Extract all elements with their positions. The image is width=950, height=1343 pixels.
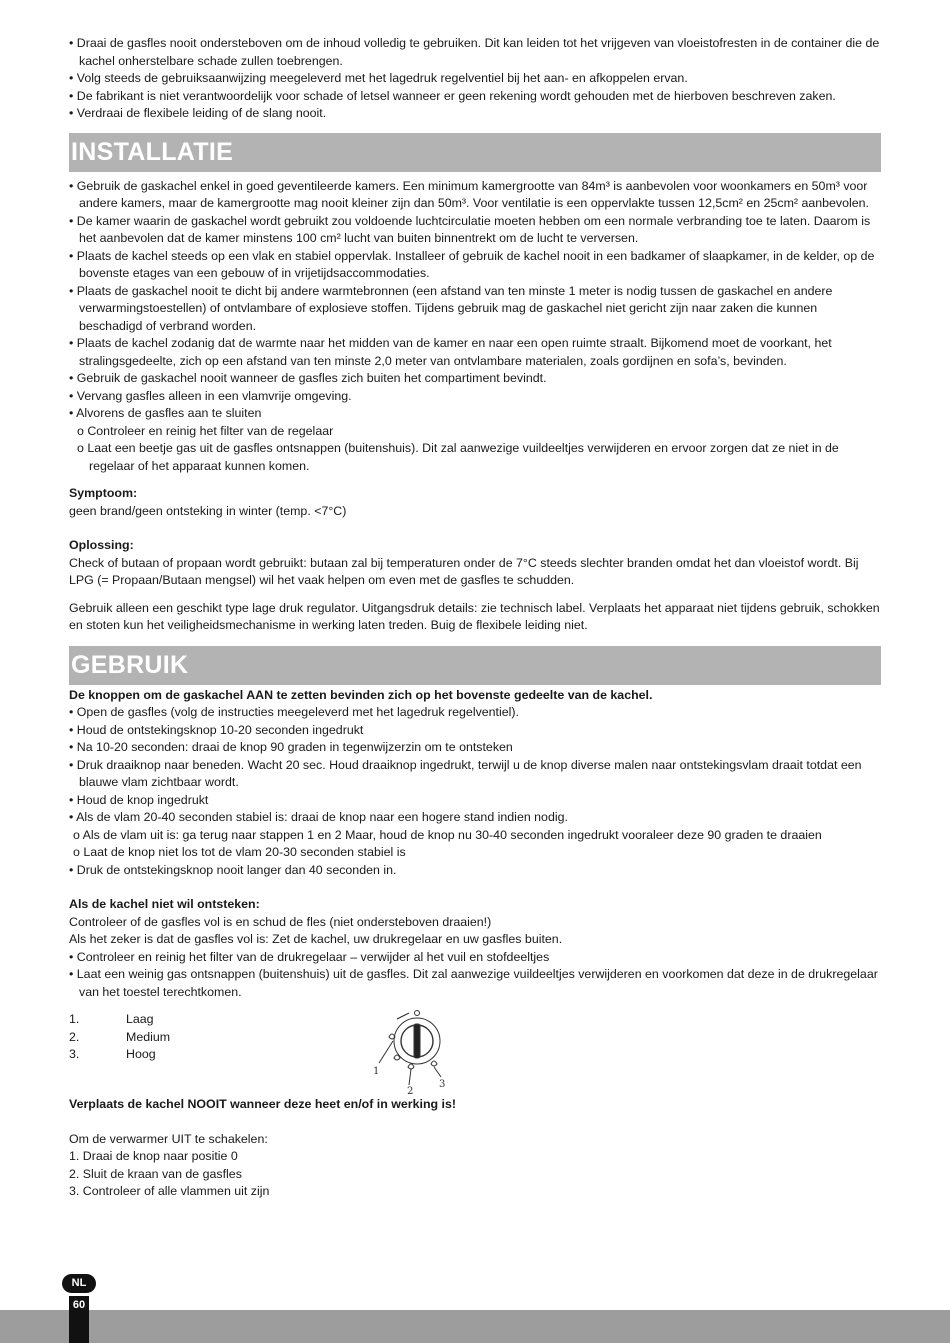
- level-row: [69, 1046, 881, 1064]
- list-item: • Controleer en reinig het filter van de drukregelaar – verwijder al het vuil en stofdeeltjes: [69, 949, 550, 964]
- level-row: [69, 1029, 881, 1047]
- spacer: [69, 590, 881, 600]
- level-label: Laag: [126, 1012, 154, 1026]
- list-item: • Open de gasfles (volg de instructies meegeleverd met het lagedruk regelventiel).: [69, 705, 519, 719]
- knob-label: 1: [373, 1066, 380, 1077]
- level-number: 1.: [69, 1012, 80, 1026]
- list-item: • Als de vlam 20-40 seconden stabiel is: draai de knop naar een hogere stand indien nodig.: [69, 810, 568, 824]
- list-item: • Vervang gasfles alleen in een vlamvrije omgeving.: [69, 388, 352, 403]
- list-item: • Houd de ontstekingsknop 10-20 seconden ingedrukt: [69, 722, 364, 737]
- warning-text: Verplaats de kachel NOOIT wanneer deze heet en/of in werking is!: [69, 1097, 456, 1111]
- list-item: • Alvorens de gasfles aan te sluiten: [69, 406, 262, 420]
- top-bullets: [69, 35, 881, 123]
- gebruik-intro: De knoppen om de gaskachel AAN te zetten bevinden zich op het bovenste gedeelte van de kachel.: [69, 687, 653, 702]
- footer-bar: [0, 1310, 950, 1343]
- page-content: [69, 35, 881, 1201]
- list-item: • Plaats de kachel zodanig dat de warmte naar het midden van de kamer en naar een open ruimte straalt. Bijkomend moet de voorkant, het stralingsgedeelte, zich op een afstand van ten minste 2,0 meter van ontvlambare materialen, zoals gordijnen en sofa’s, bevinden.: [69, 336, 832, 368]
- knob-diagram: [369, 1001, 459, 1101]
- sub-list-item: o Als de vlam uit is: ga terug naar stappen 1 en 2 Maar, houd de knop nu 30-40 seconden ingedrukt vooraleer deze 90 graden te draaien: [73, 827, 822, 842]
- list-item: • Druk draaiknop naar beneden. Wacht 20 sec. Houd draaiknop ingedrukt, terwijl u de knop diverse malen naar ontstekingsvlam draait totdat een blauwe vlam zichtbaar wordt.: [69, 757, 862, 789]
- gebruik-bullets: [69, 704, 881, 879]
- pointer-line: [434, 1067, 441, 1077]
- list-item: • Volg steeds de gebruiksaanwijzing meegeleverd met het lagedruk regelventiel bij het aan- en afkoppelen ervan.: [69, 71, 688, 85]
- installatie-heading: INSTALLATIE: [69, 133, 881, 172]
- level-label: Hoog: [126, 1047, 156, 1061]
- list-item: • Druk de ontstekingsknop nooit langer dan 40 seconden in.: [69, 862, 397, 877]
- spacer: [69, 1086, 881, 1096]
- no-ignite-line: Controleer of de gasfles vol is en schud de fles (niet ondersteboven draaien!): [69, 914, 492, 929]
- off-step: 2. Sluit de kraan van de gasfles: [69, 1166, 242, 1181]
- off-step: 1. Draai de knop naar positie 0: [69, 1149, 238, 1163]
- list-item: • Laat een weinig gas ontsnappen (buitenshuis) uit de gasfles. Dit zal aanwezige vuildeeltjes verwijderen en voorkomen dat deze in de drukregelaar van het toestel terechtkomen.: [69, 967, 878, 999]
- levels-block: [69, 1011, 881, 1097]
- level-row: [69, 1011, 881, 1029]
- list-item: • Gebruik de gaskachel nooit wanneer de gasfles zich buiten het compartiment bevindt.: [69, 371, 547, 385]
- flame-marker: [394, 1055, 400, 1060]
- knob-grip: [414, 1024, 420, 1058]
- oplossing-text: Check of butaan of propaan wordt gebruikt: butaan zal bij temperaturen onder de 7°C steeds slechter branden omdat het dan vloeistof wordt. Bij LPG (= Propaan/Butaan mengsel) wil het vaak helpen om even met de gasfles te schudden.: [69, 555, 859, 587]
- list-item: • De kamer waarin de gaskachel wordt gebruikt zou voldoende luchtcirculatie moeten hebben om een normale verbranding toe te laten. Daarom is het aanbevolen dat de kamer minstens 100 cm² lucht van buiten binnentrekt om de lucht te verversen.: [69, 213, 871, 245]
- flame-marker: [408, 1064, 414, 1069]
- sub-list-item: o Controleer en reinig het filter van de regelaar: [77, 423, 334, 438]
- list-item: • Plaats de gaskachel nooit te dicht bij andere warmtebronnen (een afstand van ten minste 1 meter is nodig tussen de gaskachel en andere verwarmingstoestellen) of ontvlambare of explosieve stoffen. Tijdens gebruik mag de gaskachel niet gericht zijn naar zaken die kunnen beschadigd of verbrand worden.: [69, 283, 833, 333]
- list-item: • Plaats de kachel steeds op een vlak en stabiel oppervlak. Installeer of gebruik de kachel nooit in een badkamer of slaapkamer, in de kelder, op de bovenste etages van een gebouw of in vrijetijdsaccommodaties.: [69, 248, 875, 280]
- language-badge: NL: [62, 1274, 96, 1293]
- off-step: 3. Controleer of alle vlammen uit zijn: [69, 1184, 270, 1198]
- gebruik-heading: GEBRUIK: [69, 646, 881, 685]
- off-intro: Om de verwarmer UIT te schakelen:: [69, 1131, 268, 1146]
- spacer: [69, 475, 881, 485]
- pointer-line: [379, 1041, 393, 1063]
- flame-marker: [431, 1061, 437, 1066]
- sub-list-item: o Laat een beetje gas uit de gasfles ontsnappen (buitenshuis). Dit zal aanwezige vuildeeltjes verwijderen en ervoor zorgen dat ze niet in de regelaar of het apparaat kunnen komen.: [77, 441, 839, 473]
- no-ignite-label: Als de kachel niet wil ontsteken:: [69, 897, 260, 911]
- knob-label: 3: [439, 1079, 446, 1090]
- pointer-line: [397, 1013, 409, 1019]
- list-item: • Gebruik de gaskachel enkel in goed geventileerde kamers. Een minimum kamergrootte van 84m³ is aanbevolen voor woonkamers en 50m³ voor andere kamers, maar de kamergrootte mag nooit kleiner zijn dan 50m³. Voor ventilatie is een oppervlakte tussen 12,5cm² en 25cm² aanbevolen.: [69, 178, 869, 210]
- list-item: • Houd de knop ingedrukt: [69, 792, 209, 807]
- level-number: 3.: [69, 1047, 80, 1061]
- spacer: [69, 1001, 881, 1011]
- list-item: • De fabrikant is niet verantwoordelijk voor schade of letsel wanneer er geen rekening wordt gehouden met de hierboven beschreven zaken.: [69, 88, 836, 103]
- sub-list-item: o Laat de knop niet los tot de vlam 20-30 seconden stabiel is: [73, 845, 406, 859]
- list-item: • Verdraai de flexibele leiding of de slang nooit.: [69, 106, 327, 120]
- spacer: [69, 879, 881, 896]
- installatie-bullets: [69, 178, 881, 476]
- spacer: [69, 1114, 881, 1131]
- level-number: 2.: [69, 1029, 80, 1044]
- oplossing-label: Oplossing:: [69, 538, 134, 552]
- knob-label: 2: [407, 1086, 414, 1097]
- level-label: Medium: [126, 1029, 171, 1044]
- no-ignite-line: Als het zeker is dat de gasfles vol is: Zet de kachel, uw drukregelaar en uw gasfles buiten.: [69, 932, 563, 946]
- pointer-line: [409, 1069, 411, 1085]
- list-item: • Draai de gasfles nooit ondersteboven om de inhoud volledig te gebruiken. Dit kan leiden tot het vrijgeven van vloeistofresten in de container die de kachel onherstelbare schade zullen toebrengen.: [69, 36, 880, 68]
- spacer: [69, 520, 881, 537]
- list-item: • Na 10-20 seconden: draai de knop 90 graden in tegenwijzerzin om te ontsteken: [69, 740, 513, 754]
- symptoom-text: geen brand/geen ontsteking in winter (temp. <7°C): [69, 503, 347, 518]
- page-number: 60: [72, 1299, 86, 1311]
- knob-zero-mark: [415, 1011, 420, 1016]
- symptoom-label: Symptoom:: [69, 486, 138, 500]
- regulator-text: Gebruik alleen een geschikt type lage druk regulator. Uitgangsdruk details: zie technisch label. Verplaats het apparaat niet tijdens gebruik, schokken en stoten kun het veiligheidsmechanisme in werking laten treden. Buig de flexibele leiding niet.: [69, 600, 880, 632]
